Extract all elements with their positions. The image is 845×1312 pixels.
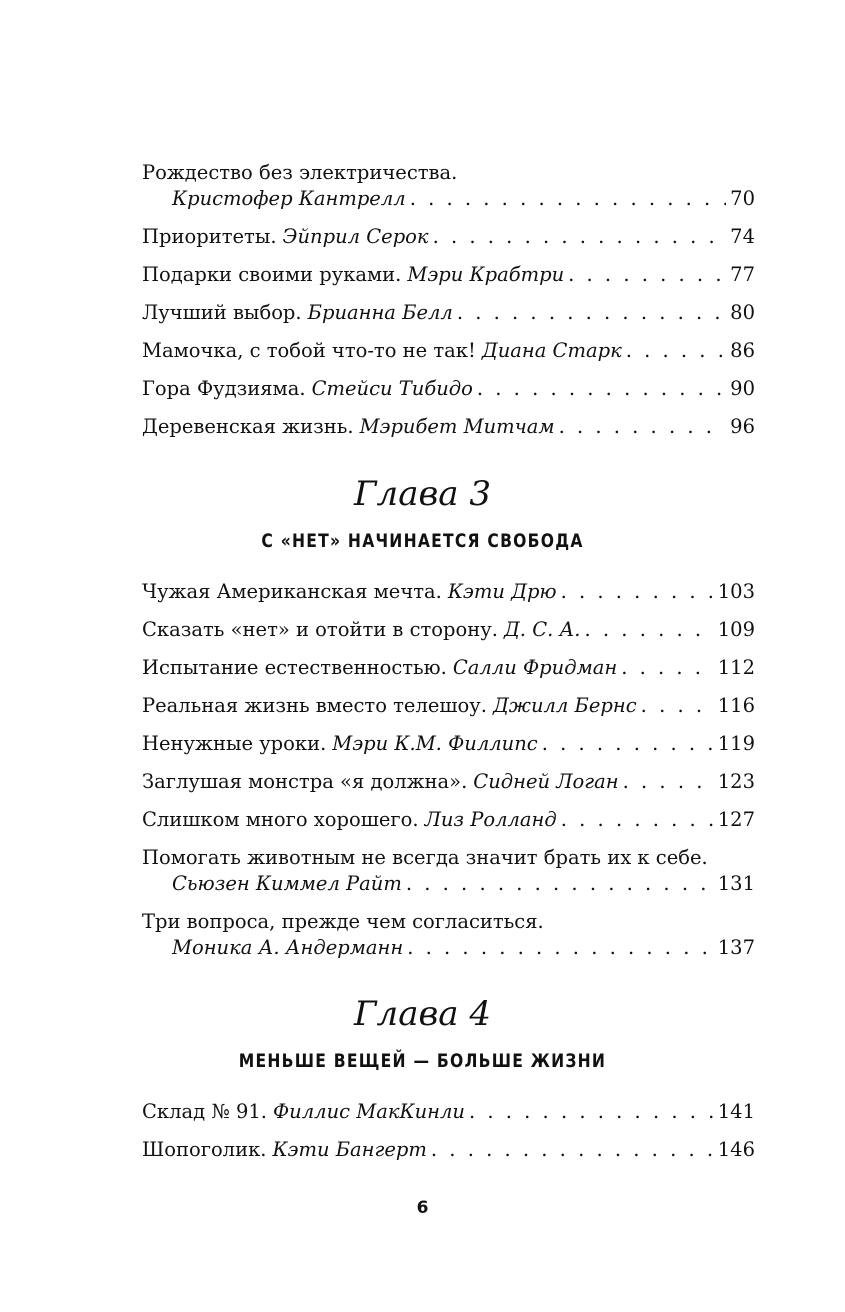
toc-entry-page: 112 xyxy=(717,656,755,679)
toc-entry-author: Мэри Крабтри xyxy=(407,263,565,286)
toc-entry-author: Стейси Тибидо xyxy=(311,377,473,400)
dot-leader xyxy=(406,871,714,897)
page-number: 6 xyxy=(416,1198,429,1218)
toc-entry-author: Сидней Логан xyxy=(473,770,619,793)
chapter-3-subtitle: С «НЕТ» НАЧИНАЕТСЯ СВОБОДА xyxy=(261,530,584,552)
toc-entry-author: Диана Старк xyxy=(481,339,622,362)
dot-leader xyxy=(433,224,727,250)
dot-leader xyxy=(561,579,714,605)
toc-chapter-3 xyxy=(142,579,755,973)
dot-leader xyxy=(457,300,726,326)
toc-entry-author: Моника А. Андерманн xyxy=(172,936,404,959)
toc-entry-page: 141 xyxy=(717,1100,755,1123)
toc-entry-page: 116 xyxy=(717,694,755,717)
toc-entry xyxy=(142,769,755,795)
dot-leader xyxy=(626,338,726,364)
toc-entry-page: 137 xyxy=(717,936,755,959)
toc-entry-page: 86 xyxy=(730,339,755,362)
toc-entry-title: Помогать животным не всегда значит брать их к себе. xyxy=(142,846,708,869)
toc-entry-page: 131 xyxy=(717,872,755,895)
toc-entry-title: Чужая Американская мечта. xyxy=(142,580,442,603)
dot-leader xyxy=(623,769,714,795)
toc-entry-page: 109 xyxy=(717,618,755,641)
dot-leader xyxy=(542,731,714,757)
toc-entry-title: Мамочка, с тобой что-то не так! xyxy=(142,339,476,362)
chapter-3-heading: Глава 3 xyxy=(354,474,491,514)
toc-chapter-4 xyxy=(142,1099,755,1175)
toc-entry xyxy=(142,731,755,757)
toc-entry-author: Кристофер Кантрелл xyxy=(172,187,406,210)
toc-entry xyxy=(142,376,755,402)
toc-entry xyxy=(142,262,755,288)
toc-entry xyxy=(142,617,755,643)
toc-entry xyxy=(142,909,755,961)
dot-leader xyxy=(407,935,714,961)
toc-entry-title: Испытание естественностью. xyxy=(142,656,447,679)
toc-entry-title: Три вопроса, прежде чем согласиться. xyxy=(142,910,544,933)
toc-entry xyxy=(142,807,755,833)
toc-entry-author: Сьюзен Киммел Райт xyxy=(172,872,402,895)
dot-leader xyxy=(621,655,714,681)
toc-entry-author: Джилл Бернс xyxy=(492,694,637,717)
dot-leader xyxy=(561,807,714,833)
toc-entry-title: Реальная жизнь вместо телешоу. xyxy=(142,694,487,717)
toc-entry-page: 123 xyxy=(717,770,755,793)
toc-section-1 xyxy=(142,160,755,452)
toc-entry-page: 103 xyxy=(717,580,755,603)
toc-entry xyxy=(142,300,755,326)
toc-entry-author: Эйприл Серок xyxy=(282,225,429,248)
toc-entry xyxy=(142,414,755,440)
toc-entry-title: Рождество без электричества. xyxy=(142,161,458,184)
toc-entry-title: Слишком много хорошего. xyxy=(142,808,419,831)
dot-leader xyxy=(568,262,726,288)
toc-entry-author: Мэри К.М. Филлипс xyxy=(332,732,538,755)
dot-leader xyxy=(559,414,727,440)
chapter-4-subtitle: МЕНЬШЕ ВЕЩЕЙ — БОЛЬШЕ ЖИЗНИ xyxy=(238,1050,607,1072)
chapter-4-heading: Глава 4 xyxy=(354,994,491,1034)
toc-entry xyxy=(142,1137,755,1163)
toc-entry-title: Деревенская жизнь. xyxy=(142,415,354,438)
dot-leader xyxy=(641,693,714,719)
dot-leader xyxy=(410,186,726,212)
toc-entry-page: 90 xyxy=(730,377,755,400)
dot-leader xyxy=(477,376,726,402)
toc-entry-author: Салли Фридман xyxy=(452,656,618,679)
toc-entry-page: 96 xyxy=(730,415,755,438)
toc-entry-title: Заглушая монстра «я должна». xyxy=(142,770,468,793)
toc-entry-title: Шопоголик. xyxy=(142,1138,267,1161)
toc-entry-author: Кэти Бангерт xyxy=(272,1138,427,1161)
toc-entry-author: Филлис МакКинли xyxy=(273,1100,465,1123)
toc-entry-author: Брианна Белл xyxy=(307,301,453,324)
toc-entry-title: Подарки своими руками. xyxy=(142,263,402,286)
toc-entry-page: 127 xyxy=(717,808,755,831)
toc-entry-page: 74 xyxy=(730,225,755,248)
toc-entry-page: 77 xyxy=(730,263,755,286)
toc-entry xyxy=(142,579,755,605)
toc-entry-title: Гора Фудзияма. xyxy=(142,377,306,400)
dot-leader xyxy=(431,1137,714,1163)
toc-entry-page: 146 xyxy=(717,1138,755,1161)
toc-entry-author: Кэти Дрю xyxy=(447,580,557,603)
toc-entry xyxy=(142,224,755,250)
toc-entry-page: 80 xyxy=(730,301,755,324)
toc-entry xyxy=(142,693,755,719)
dot-leader xyxy=(585,617,714,643)
toc-entry-title: Ненужные уроки. xyxy=(142,732,327,755)
toc-entry-title: Сказать «нет» и отойти в сторону. xyxy=(142,618,498,641)
dot-leader xyxy=(469,1099,714,1125)
toc-entry xyxy=(142,160,755,212)
toc-entry-author: Лиз Ролланд xyxy=(424,808,557,831)
toc-entry xyxy=(142,338,755,364)
toc-entry xyxy=(142,845,755,897)
toc-entry-author: Мэрибет Митчам xyxy=(359,415,555,438)
toc-entry-author: Д. С. А. xyxy=(503,618,581,641)
toc-entry-page: 119 xyxy=(717,732,755,755)
toc-entry-title: Склад № 91. xyxy=(142,1100,267,1123)
toc-entry-page: 70 xyxy=(730,187,755,210)
toc-entry xyxy=(142,1099,755,1125)
toc-entry-title: Лучший выбор. xyxy=(142,301,302,324)
toc-entry xyxy=(142,655,755,681)
toc-entry-title: Приоритеты. xyxy=(142,225,277,248)
